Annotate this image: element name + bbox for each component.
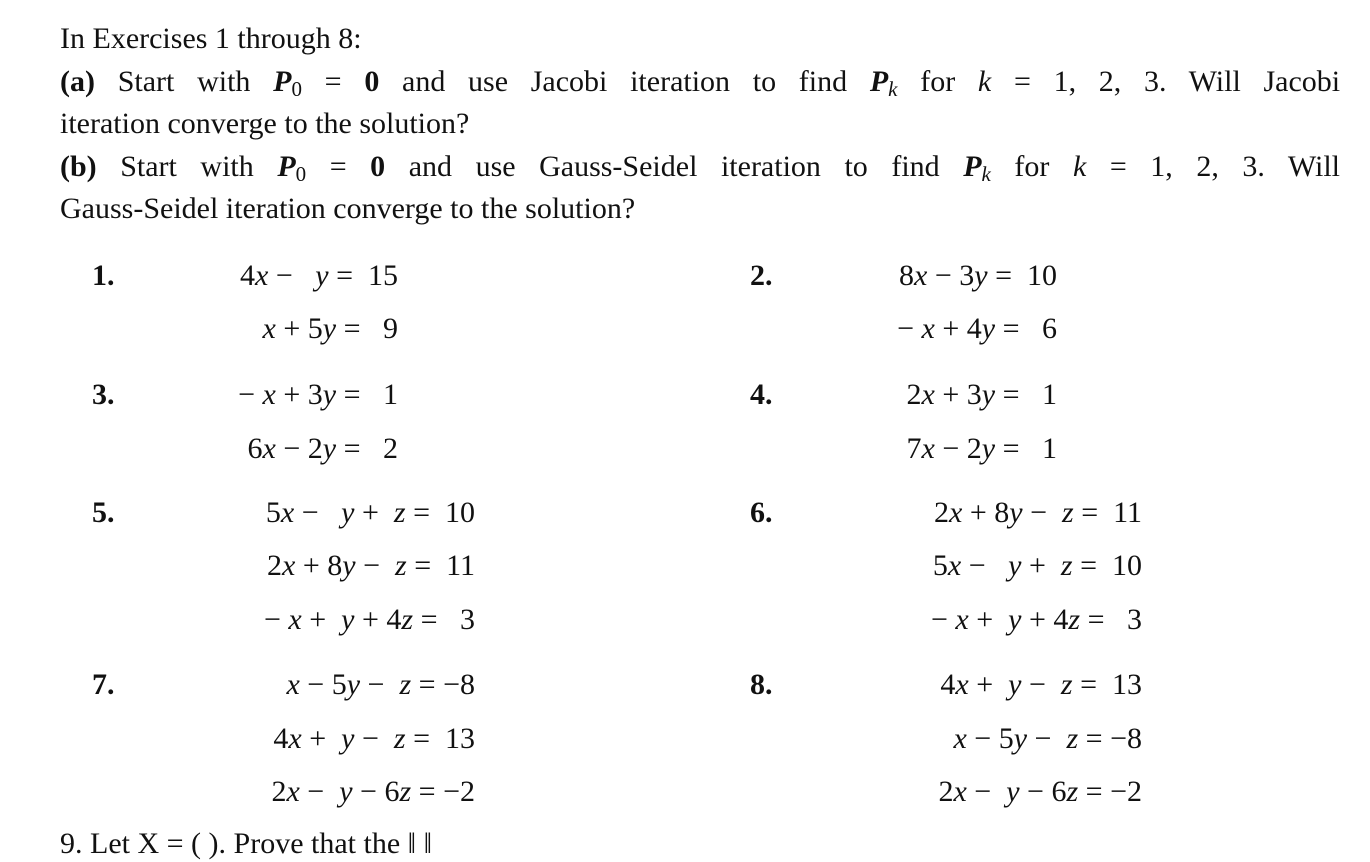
exercise-1-number: 1. — [92, 259, 115, 292]
exercise-2-eq-1: 8x − 3y = 10 — [899, 259, 1057, 292]
exercise-7-eq-2: 4x + y − z = 13 — [273, 722, 475, 755]
exercise-7-number: 7. — [92, 668, 115, 701]
part-b-Pk: P — [963, 149, 982, 183]
exercise-8-eq-3: 2x − y − 6z = −2 — [938, 775, 1142, 808]
exercise-7-eq-3: 2x − y − 6z = −2 — [271, 775, 475, 808]
part-b-text-3: for — [1014, 149, 1050, 183]
part-b-sub0: 0 — [295, 161, 307, 186]
part-a-equals: = — [324, 64, 342, 98]
part-b-k: k — [1072, 149, 1087, 183]
exercise-8-number: 8. — [750, 668, 773, 701]
exercise-2-eq-2: − x + 4y = 6 — [897, 312, 1057, 345]
part-b-text-4: = 1, 2, 3. Will — [1109, 149, 1341, 183]
exercise-5-eq-3: − x + y + 4z = 3 — [263, 603, 475, 636]
exercise-6-eq-2: 5x − y + z = 10 — [932, 549, 1142, 582]
part-b-text — [60, 146, 1340, 189]
exercise-6-number: 6. — [750, 496, 773, 529]
exercise-4-eq-1: 2x + 3y = 1 — [906, 378, 1057, 411]
exercise-3-eq-2: 6x − 2y = 2 — [247, 432, 398, 465]
exercise-8-eq-1: 4x + y − z = 13 — [940, 668, 1142, 701]
part-b-P: P — [277, 149, 296, 183]
part-a-text-2: and use Jacobi iteration to find — [402, 64, 848, 98]
exercise-3-eq-1: − x + 3y = 1 — [238, 378, 398, 411]
part-a-P: P — [273, 64, 292, 98]
exercise-5-eq-2: 2x + 8y − z = 11 — [267, 549, 475, 582]
part-a-text — [60, 61, 1340, 104]
part-b-text-1: Start with — [120, 149, 254, 183]
part-b-subk: k — [981, 161, 991, 186]
part-a-label: (a) — [60, 64, 95, 98]
instructions — [60, 18, 1340, 231]
part-b-text-2: and use Gauss-Seidel iteration to find — [408, 149, 940, 183]
exercise-5-number: 5. — [92, 496, 115, 529]
part-b-zero: 0 — [370, 149, 386, 183]
exercise-3-number: 3. — [92, 378, 115, 411]
exercise-1-eq-2: x + 5y = 9 — [262, 312, 398, 345]
part-a-sub0: 0 — [291, 76, 302, 101]
exercise-4-number: 4. — [750, 378, 773, 411]
part-a-continuation: iteration converge to the solution? — [60, 107, 470, 140]
exercise-9-cutoff: 9. Let X = ( ). Prove that the ‖ ‖ — [60, 827, 433, 860]
exercise-2-number: 2. — [750, 259, 773, 292]
exercise-7-eq-1: x − 5y − z = −8 — [286, 668, 475, 701]
part-b-equals: = — [329, 149, 347, 183]
part-a-Pk: P — [869, 64, 889, 98]
exercise-4-eq-2: 7x − 2y = 1 — [906, 432, 1057, 465]
part-b-continuation: Gauss-Seidel iteration converge to the solution? — [60, 192, 636, 225]
part-b-label: (b) — [60, 149, 97, 183]
exercise-1-eq-1: 4x − y = 15 — [240, 259, 398, 292]
part-a-subk: k — [888, 76, 898, 101]
part-a-text-4: = 1, 2, 3. Will Jacobi — [1013, 64, 1341, 98]
part-a-text-3: for — [920, 64, 956, 98]
exercise-8-eq-2: x − 5y − z = −8 — [953, 722, 1142, 755]
part-a-zero: 0 — [364, 64, 380, 98]
exercise-6-eq-1: 2x + 8y − z = 11 — [934, 496, 1142, 529]
instructions-heading: In Exercises 1 through 8: — [60, 22, 362, 55]
part-a-k: k — [977, 64, 992, 98]
part-a-text-1: Start with — [117, 64, 251, 98]
exercise-6-eq-3: − x + y + 4z = 3 — [930, 603, 1142, 636]
exercise-5-eq-1: 5x − y + z = 10 — [265, 496, 475, 529]
